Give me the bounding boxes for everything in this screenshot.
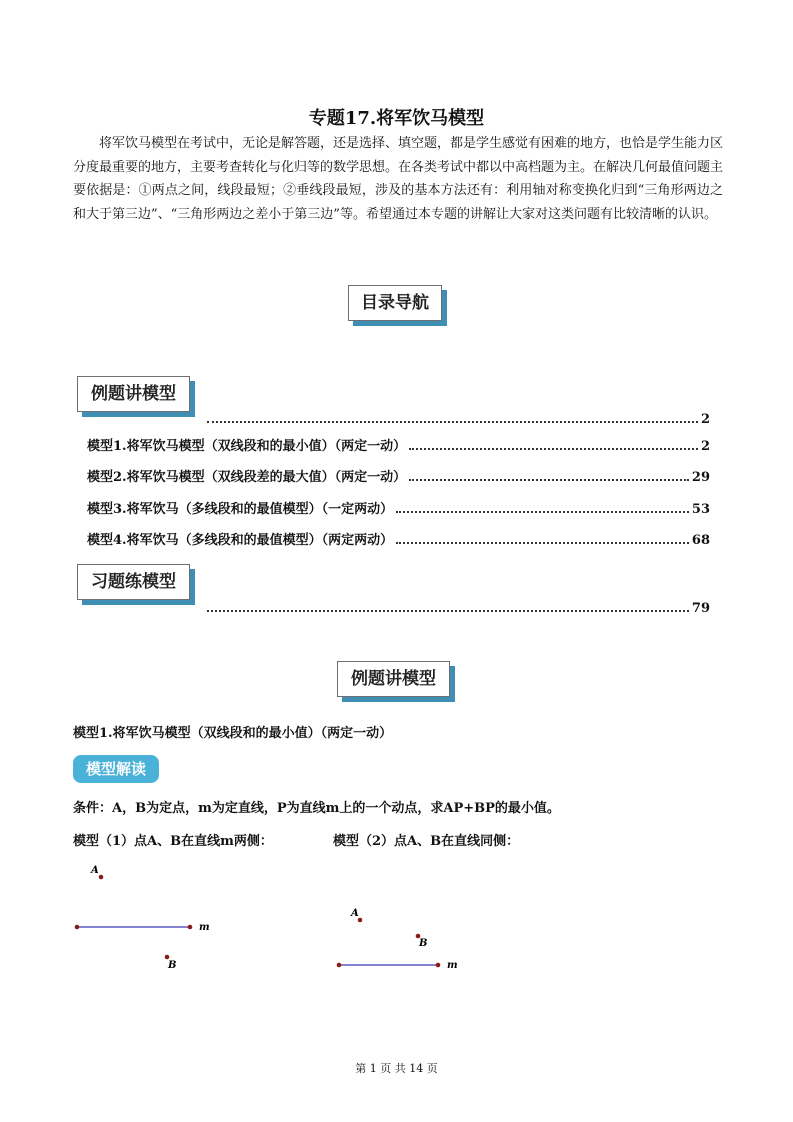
toc-dots xyxy=(396,541,689,544)
section-title-box: 例题讲模型 xyxy=(337,661,450,697)
toc-item-model-4[interactable] xyxy=(87,529,710,548)
toc-page-number: 79 xyxy=(691,601,710,616)
model-reading-badge: 模型解读 xyxy=(73,755,159,783)
toc-practice-line[interactable] xyxy=(204,601,710,616)
label-b: B xyxy=(419,938,428,949)
toc-example-line[interactable] xyxy=(204,412,710,427)
point-a xyxy=(99,875,104,880)
toc-item-label: 模型3.将军饮马（多线段和的最值模型）（一定两动） xyxy=(87,502,394,517)
label-a: A xyxy=(91,865,99,876)
model-1-heading: 模型1.将军饮马模型（双线段和的最小值）（两定一动） xyxy=(73,726,393,741)
label-m: m xyxy=(199,922,210,933)
line-endpoint xyxy=(188,925,193,930)
line-endpoint xyxy=(75,925,80,930)
toc-item-model-3[interactable] xyxy=(87,498,710,517)
page-title: 专题17.将军饮马模型 xyxy=(308,108,485,129)
toc-dots xyxy=(207,609,689,612)
toc-page-number: 53 xyxy=(691,502,710,517)
page-footer: 第 1 页 共 14 页 xyxy=(355,1062,438,1075)
toc-example-box[interactable]: 例题讲模型 xyxy=(77,376,190,412)
figure-model-2 xyxy=(325,900,475,980)
toc-page-number: 2 xyxy=(700,439,710,454)
toc-page-number: 68 xyxy=(691,533,710,548)
intro-paragraph: 将军饮马模型在考试中，无论是解答题，还是选择、填空题，都是学生感觉有困难的地方，也恰是学生能力区分度最重要的地方，主要考查转化与化归等的数学思想。在各类考试中都以中高档题为主。在解决几何最值问题主要依据是：①两点之间，线段最短；②垂线段最短，涉及的基本方法还有：利用轴对称变换化归到“三角形两边之和大于第三边”、“三角形两边之差小于第三边”等。希望通过本专题的讲解让大家对这类问题有比较清晰的认识。 xyxy=(73,136,724,222)
toc-dots xyxy=(207,420,698,423)
toc-item-label: 模型2.将军饮马模型（双线段差的最大值）（两定一动） xyxy=(87,470,407,485)
label-m: m xyxy=(447,960,458,971)
toc-page-number: 2 xyxy=(700,412,710,427)
condition-text: 条件：A，B为定点，m为定直线，P为直线m上的一个动点，求AP+BP的最小值。 xyxy=(73,801,560,816)
line-endpoint xyxy=(337,963,342,968)
toc-item-model-2[interactable] xyxy=(87,466,710,485)
toc-dots xyxy=(396,510,689,513)
line-endpoint xyxy=(436,963,441,968)
toc-item-label: 模型4.将军饮马（多线段和的最值模型）（两定两动） xyxy=(87,533,394,548)
model-2-caption: 模型（2）点A、B在直线同侧： xyxy=(333,834,520,849)
point-b xyxy=(165,955,170,960)
model-1-caption: 模型（1）点A、B在直线m两侧： xyxy=(73,834,273,849)
toc-dots xyxy=(409,478,689,481)
toc-item-label: 模型1.将军饮马模型（双线段和的最小值）（两定一动） xyxy=(87,439,407,454)
toc-nav-box: 目录导航 xyxy=(348,285,442,321)
label-b: B xyxy=(168,960,177,971)
figure-model-1 xyxy=(60,855,240,980)
toc-dots xyxy=(409,447,698,450)
toc-practice-box[interactable]: 习题练模型 xyxy=(77,564,190,600)
toc-page-number: 29 xyxy=(691,470,710,485)
toc-item-model-1[interactable] xyxy=(87,435,710,454)
label-a: A xyxy=(351,908,359,919)
